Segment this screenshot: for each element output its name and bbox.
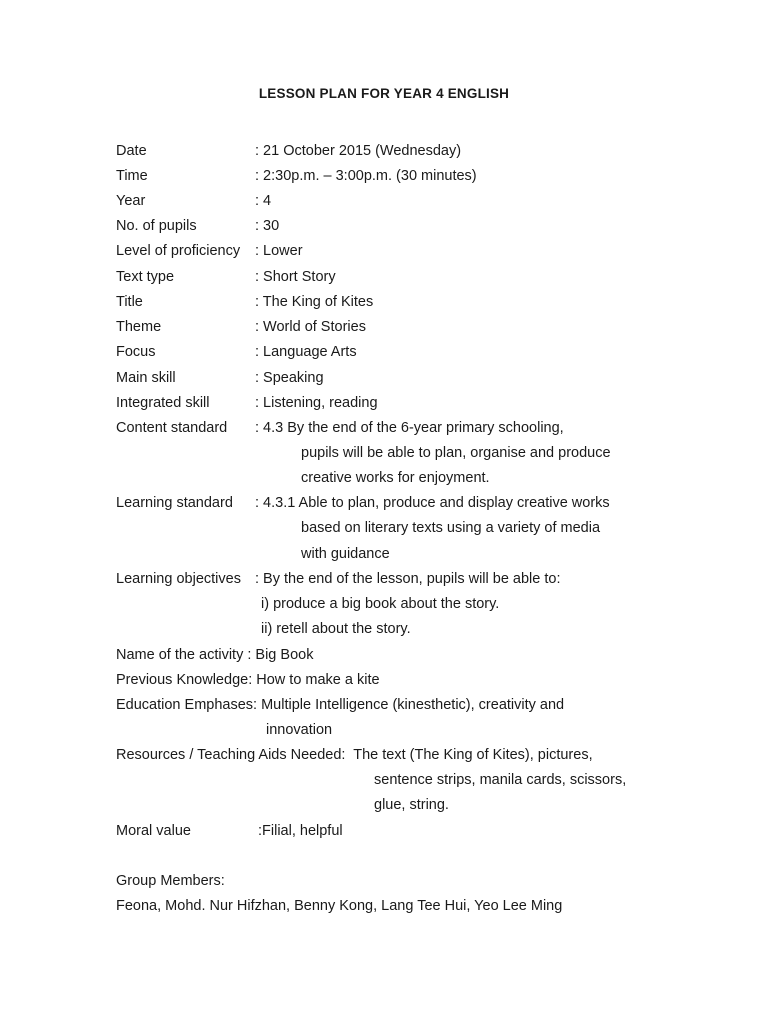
resources-line: Resources / Teaching Aids Needed: The text (The King of Kites), pictures, — [116, 747, 593, 763]
content-standard-label: Content standard — [116, 420, 228, 436]
story-title-value: : The King of Kites — [255, 294, 374, 310]
year-value: : 4 — [255, 193, 272, 209]
resources-line-2: sentence strips, manila cards, scissors, — [374, 772, 627, 788]
date-label: Date — [116, 143, 147, 159]
learning-standard-value: : 4.3.1 Able to plan, produce and display creative works — [255, 495, 610, 511]
proficiency-value: : Lower — [255, 243, 303, 259]
pupils-value: : 30 — [255, 218, 280, 234]
activity-line: Name of the activity : Big Book — [116, 647, 314, 663]
main-skill-label: Main skill — [116, 370, 176, 386]
learning-objectives-label: Learning objectives — [116, 571, 241, 587]
year-label: Year — [116, 193, 146, 209]
main-skill-value: : Speaking — [255, 370, 324, 386]
learning-standard-line-3: with guidance — [301, 546, 390, 562]
moral-value-value: :Filial, helpful — [258, 823, 343, 839]
education-emphases-line: Education Emphases: Multiple Intelligence (kinesthetic), creativity and — [116, 697, 565, 713]
date-value: : 21 October 2015 (Wednesday) — [255, 143, 462, 159]
text-type-value: : Short Story — [255, 269, 336, 285]
integrated-skill-value: : Listening, reading — [255, 395, 378, 411]
content-standard-value: : 4.3 By the end of the 6-year primary schooling, — [255, 420, 564, 436]
theme-label: Theme — [116, 319, 162, 335]
learning-standard-label: Learning standard — [116, 495, 233, 511]
content-standard-line-3: creative works for enjoyment. — [301, 470, 490, 486]
theme-value: : World of Stories — [255, 319, 366, 335]
learning-objectives-value: : By the end of the lesson, pupils will be able to: — [255, 571, 561, 587]
group-members-list: Feona, Mohd. Nur Hifzhan, Benny Kong, Lang Tee Hui, Yeo Lee Ming — [116, 898, 563, 914]
resources-line-3: glue, string. — [374, 797, 449, 813]
previous-knowledge-line: Previous Knowledge: How to make a kite — [116, 672, 380, 688]
time-value: : 2:30p.m. – 3:00p.m. (30 minutes) — [255, 168, 477, 184]
proficiency-label: Level of proficiency — [116, 243, 241, 259]
objective-item-2: ii) retell about the story. — [261, 621, 411, 637]
integrated-skill-label: Integrated skill — [116, 395, 210, 411]
objective-item-1: i) produce a big book about the story. — [261, 596, 500, 612]
moral-value-label: Moral value — [116, 823, 191, 839]
text-type-label: Text type — [116, 269, 175, 285]
learning-standard-line-2: based on literary texts using a variety of media — [301, 520, 601, 536]
focus-value: : Language Arts — [255, 344, 357, 360]
time-label: Time — [116, 168, 148, 184]
focus-label: Focus — [116, 344, 156, 360]
document-title: LESSON PLAN FOR YEAR 4 ENGLISH — [258, 86, 510, 101]
pupils-label: No. of pupils — [116, 218, 197, 234]
group-members-heading: Group Members: — [116, 873, 225, 889]
education-emphases-line-2: innovation — [266, 722, 333, 738]
story-title-label: Title — [116, 294, 143, 310]
content-standard-line-2: pupils will be able to plan, organise and produce — [301, 445, 611, 461]
